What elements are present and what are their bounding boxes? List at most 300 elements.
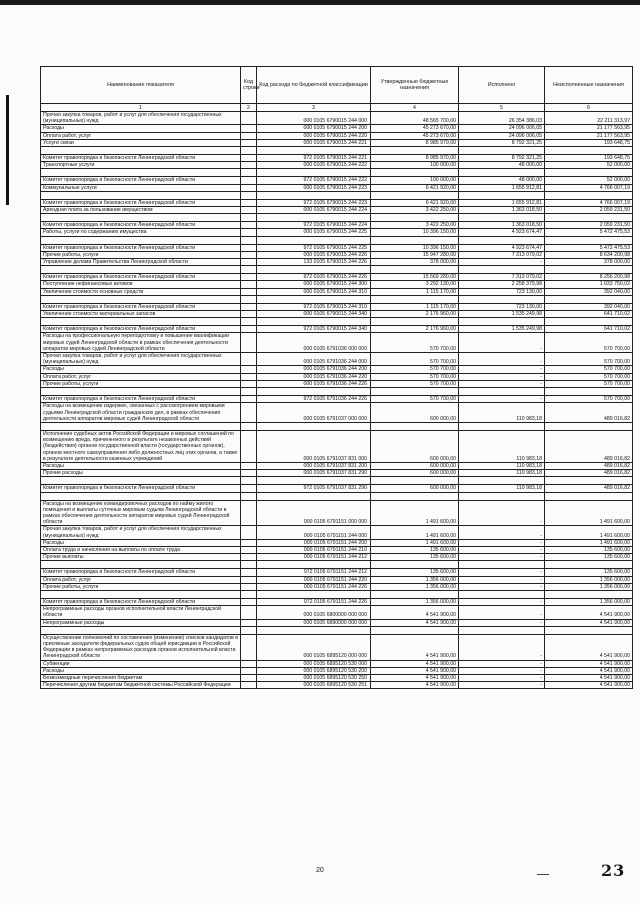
row-budget-code: 133 0105 6790015 244 226 (257, 259, 371, 266)
spacer-cell (371, 492, 459, 500)
spacer-cell (459, 388, 545, 396)
spacer-cell (545, 191, 633, 199)
row-approved: 600 000,00 (371, 462, 459, 469)
spacer-cell (459, 590, 545, 598)
row-executed: 1 363 018,50 (459, 207, 545, 214)
row-approved: 8 985 970,00 (371, 155, 459, 162)
row-unexecuted: 392 040,00 (545, 303, 633, 310)
row-budget-code: 000 0105 6790015 244 226 (257, 251, 371, 258)
row-approved: 8 985 970,00 (371, 139, 459, 146)
spacer-cell (257, 214, 371, 222)
row-name: Безвозмездные перечисления бюджетам (41, 675, 241, 682)
row-approved: 600 000,00 (371, 430, 459, 462)
row-unexecuted: 570 700,00 (545, 380, 633, 387)
row-executed: 110 983,18 (459, 430, 545, 462)
row-unexecuted: 4 766 007,19 (545, 199, 633, 206)
row-budget-code: 972 0105 6791036 244 226 (257, 396, 371, 403)
row-name: Прочая закупка товаров, работ и услуг для обеспечения государственных (муниципальных) нужд (41, 353, 241, 366)
row-executed: 1 655 912,81 (459, 184, 545, 191)
row-approved: 1 491 600,00 (371, 526, 459, 539)
row-approved: 4 541 900,00 (371, 682, 459, 689)
spacer-cell (257, 590, 371, 598)
row-approved: 15 947 280,00 (371, 251, 459, 258)
row-approved: 570 700,00 (371, 333, 459, 353)
row-unexecuted: 4 541 900,00 (545, 634, 633, 660)
spacer-cell (459, 169, 545, 177)
table-row (41, 132, 633, 139)
column-index: 2 (241, 104, 257, 112)
row-unexecuted: 378 000,00 (545, 259, 633, 266)
spacer-cell (241, 626, 257, 634)
row-line-code (241, 366, 257, 373)
spacer-cell (41, 169, 241, 177)
spacer-cell (241, 295, 257, 303)
spacer-cell (545, 169, 633, 177)
margin-mark (6, 95, 9, 205)
row-unexecuted: 2 059 231,50 (545, 207, 633, 214)
row-unexecuted: 21 177 563,95 (545, 125, 633, 132)
row-budget-code: 000 0105 6790015 244 310 (257, 288, 371, 295)
row-budget-code: 000 0105 6791151 244 200 (257, 539, 371, 546)
row-approved: 135 600,00 (371, 554, 459, 561)
header-executed: Исполнено (459, 67, 545, 104)
table-row (41, 177, 633, 184)
table-row (41, 281, 633, 288)
row-budget-code: 972 0105 6790015 244 224 (257, 222, 371, 229)
row-approved: 1 356 000,00 (371, 583, 459, 590)
table-row (41, 546, 633, 553)
spacer-cell (41, 236, 241, 244)
row-name: Прочая закупка товаров, работ и услуг для обеспечения государственных (муниципальных) нужд (41, 112, 241, 125)
spacer-cell (459, 214, 545, 222)
row-executed: - (459, 675, 545, 682)
table-row (41, 303, 633, 310)
row-executed: - (459, 667, 545, 674)
row-name: Комитет правопорядка и безопасности Ленинградской области (41, 274, 241, 281)
row-approved: 135 600,00 (371, 546, 459, 553)
spacer-cell (257, 266, 371, 274)
row-name: Комитет правопорядка и безопасности Ленинградской области (41, 244, 241, 251)
spacer-cell (41, 214, 241, 222)
row-name: Расходы (41, 539, 241, 546)
spacer-cell (41, 422, 241, 430)
header-unexecuted: Неисполненные назначения (545, 67, 633, 104)
row-name: Работы, услуги по содержанию имущества (41, 229, 241, 236)
row-executed: 7 313 079,02 (459, 251, 545, 258)
row-budget-code: 000 0105 6895120 530 250 (257, 675, 371, 682)
table-row (41, 207, 633, 214)
table-row (41, 470, 633, 477)
row-line-code (241, 526, 257, 539)
spacer-cell (545, 295, 633, 303)
row-approved: 1 356 000,00 (371, 576, 459, 583)
row-unexecuted: 22 211 313,97 (545, 112, 633, 125)
table-row (41, 539, 633, 546)
row-name: Расходы (41, 667, 241, 674)
row-executed: - (459, 373, 545, 380)
row-line-code (241, 569, 257, 576)
table-row (41, 554, 633, 561)
column-index: 6 (545, 104, 633, 112)
row-unexecuted: 52 000,00 (545, 162, 633, 169)
spacer-cell (257, 318, 371, 326)
row-approved: 1 491 600,00 (371, 500, 459, 526)
spacer-cell (545, 236, 633, 244)
row-line-code (241, 333, 257, 353)
row-line-code (241, 546, 257, 553)
row-approved: 2 176 960,00 (371, 326, 459, 333)
spacer-cell (41, 388, 241, 396)
row-unexecuted: 641 710,02 (545, 326, 633, 333)
row-name: Непрограммные расходы (41, 619, 241, 626)
table-header-row (41, 67, 633, 104)
row-name: Расходы на профессиональную переподготовку и повышение квалификации мировых судей Ленинградской области в рамках обеспечения деятельности аппаратов мировых судей Ленинградской области (41, 333, 241, 353)
table-row (41, 326, 633, 333)
row-approved: 600 000,00 (371, 403, 459, 423)
row-approved: 4 541 900,00 (371, 660, 459, 667)
row-line-code (241, 380, 257, 387)
row-name: Управление делами Правительства Ленинградской области (41, 259, 241, 266)
spacer-row (41, 318, 633, 326)
row-executed: - (459, 606, 545, 619)
spacer-cell (545, 147, 633, 155)
table-row (41, 485, 633, 492)
table-row (41, 569, 633, 576)
row-line-code (241, 125, 257, 132)
row-line-code (241, 660, 257, 667)
row-approved: 4 541 900,00 (371, 634, 459, 660)
table-row (41, 229, 633, 236)
spacer-row (41, 388, 633, 396)
row-line-code (241, 353, 257, 366)
table-row (41, 366, 633, 373)
table-row (41, 576, 633, 583)
spacer-cell (545, 318, 633, 326)
row-line-code (241, 155, 257, 162)
row-line-code (241, 675, 257, 682)
spacer-cell (371, 318, 459, 326)
row-line-code (241, 462, 257, 469)
spacer-cell (241, 169, 257, 177)
row-budget-code: 972 0105 6791037 831 290 (257, 485, 371, 492)
row-approved: 570 700,00 (371, 373, 459, 380)
row-executed: 1 363 018,50 (459, 222, 545, 229)
spacer-cell (371, 422, 459, 430)
row-line-code (241, 251, 257, 258)
spacer-cell (371, 561, 459, 569)
table-row (41, 274, 633, 281)
spacer-cell (545, 590, 633, 598)
row-executed: 110 983,18 (459, 470, 545, 477)
table-row (41, 667, 633, 674)
table-row (41, 162, 633, 169)
row-line-code (241, 177, 257, 184)
spacer-cell (459, 236, 545, 244)
header-approved: Утвержденные бюджетные назначения (371, 67, 459, 104)
row-executed: - (459, 526, 545, 539)
row-unexecuted: 489 016,82 (545, 430, 633, 462)
spacer-row (41, 477, 633, 485)
row-approved: 4 541 900,00 (371, 675, 459, 682)
spacer-cell (459, 266, 545, 274)
row-unexecuted: 489 016,82 (545, 485, 633, 492)
row-executed: 8 792 321,25 (459, 139, 545, 146)
row-executed: - (459, 682, 545, 689)
row-executed: 110 983,18 (459, 403, 545, 423)
spacer-row (41, 590, 633, 598)
spacer-cell (257, 191, 371, 199)
spacer-cell (545, 266, 633, 274)
row-executed: - (459, 500, 545, 526)
row-approved: 1 356 000,00 (371, 598, 459, 605)
row-line-code (241, 288, 257, 295)
spacer-cell (241, 422, 257, 430)
row-name: Непрограммные расходы органов исполнительной власти Ленинградской области (41, 606, 241, 619)
row-unexecuted: 4 541 900,00 (545, 619, 633, 626)
table-row (41, 619, 633, 626)
row-budget-code: 972 0105 6790015 244 223 (257, 199, 371, 206)
spacer-cell (41, 318, 241, 326)
row-name: Перечисления другим бюджетам бюджетной системы Российской Федерации (41, 682, 241, 689)
row-line-code (241, 274, 257, 281)
row-approved: 600 000,00 (371, 470, 459, 477)
row-executed: 1 535 249,98 (459, 326, 545, 333)
spacer-cell (459, 561, 545, 569)
table-row (41, 634, 633, 660)
spacer-row (41, 422, 633, 430)
row-executed: - (459, 333, 545, 353)
row-unexecuted: 8 256 200,98 (545, 274, 633, 281)
spacer-cell (257, 561, 371, 569)
spacer-cell (241, 236, 257, 244)
row-unexecuted: 4 541 900,00 (545, 667, 633, 674)
row-line-code (241, 132, 257, 139)
row-executed: 26 354 386,03 (459, 112, 545, 125)
row-line-code (241, 667, 257, 674)
row-unexecuted: 135 600,00 (545, 546, 633, 553)
row-unexecuted: 570 700,00 (545, 333, 633, 353)
spacer-cell (545, 422, 633, 430)
row-name: Оплата труда и начисления на выплаты по оплате труда (41, 546, 241, 553)
row-unexecuted: 4 766 007,19 (545, 184, 633, 191)
row-unexecuted: 1 356 000,00 (545, 576, 633, 583)
row-unexecuted: 2 059 231,50 (545, 222, 633, 229)
row-line-code (241, 576, 257, 583)
row-unexecuted: 5 472 475,53 (545, 244, 633, 251)
row-unexecuted: 4 541 900,00 (545, 675, 633, 682)
row-budget-code: 000 0105 6791036 000 000 (257, 333, 371, 353)
row-budget-code: 000 0105 6790015 244 340 (257, 311, 371, 318)
spacer-cell (371, 236, 459, 244)
row-budget-code: 972 0105 6790015 244 310 (257, 303, 371, 310)
row-executed: 48 000,00 (459, 177, 545, 184)
row-executed: 8 792 321,25 (459, 155, 545, 162)
table-row (41, 184, 633, 191)
row-budget-code: 000 0105 6790015 244 300 (257, 281, 371, 288)
row-line-code (241, 583, 257, 590)
spacer-cell (241, 477, 257, 485)
row-executed: - (459, 576, 545, 583)
header-line-code: Код строки (241, 67, 257, 104)
row-approved: 570 700,00 (371, 353, 459, 366)
row-unexecuted: 1 491 600,00 (545, 500, 633, 526)
budget-execution-table (40, 66, 633, 689)
row-budget-code: 000 0105 6895120 530 251 (257, 682, 371, 689)
spacer-cell (241, 266, 257, 274)
spacer-cell (545, 626, 633, 634)
row-unexecuted: 1 491 600,00 (545, 539, 633, 546)
row-name: Прочая закупка товаров, работ и услуг для обеспечения государственных (муниципальных) нужд (41, 526, 241, 539)
spacer-cell (371, 214, 459, 222)
row-line-code (241, 311, 257, 318)
table-row (41, 373, 633, 380)
row-name: Комитет правопорядка и безопасности Ленинградской области (41, 326, 241, 333)
row-name: Оплата работ, услуг (41, 132, 241, 139)
row-line-code (241, 554, 257, 561)
row-approved: 45 273 670,00 (371, 132, 459, 139)
column-index: 4 (371, 104, 459, 112)
row-line-code (241, 539, 257, 546)
spacer-row (41, 266, 633, 274)
row-budget-code: 000 0105 6791151 244 220 (257, 576, 371, 583)
spacer-cell (241, 191, 257, 199)
row-line-code (241, 403, 257, 423)
row-line-code (241, 162, 257, 169)
row-executed: 48 000,00 (459, 162, 545, 169)
table-row (41, 403, 633, 423)
table-row (41, 333, 633, 353)
row-line-code (241, 112, 257, 125)
row-name: Оплата работ, услуг (41, 373, 241, 380)
spacer-cell (41, 492, 241, 500)
row-name: Увеличение стоимости материальных запасов (41, 311, 241, 318)
row-executed: - (459, 660, 545, 667)
row-line-code (241, 326, 257, 333)
row-unexecuted: 52 000,00 (545, 177, 633, 184)
spacer-cell (371, 388, 459, 396)
footer-dash (537, 874, 549, 875)
row-executed: 7 313 079,02 (459, 274, 545, 281)
row-budget-code: 972 0105 6790015 244 340 (257, 326, 371, 333)
column-index: 3 (257, 104, 371, 112)
row-budget-code: 000 0105 6790015 244 225 (257, 229, 371, 236)
row-name: Расходы (41, 462, 241, 469)
table-row (41, 660, 633, 667)
row-unexecuted: 21 177 563,95 (545, 132, 633, 139)
spacer-cell (545, 561, 633, 569)
spacer-cell (41, 561, 241, 569)
table-row (41, 380, 633, 387)
row-name: Субвенции (41, 660, 241, 667)
spacer-cell (459, 295, 545, 303)
row-unexecuted: 135 600,00 (545, 554, 633, 561)
spacer-cell (459, 147, 545, 155)
row-unexecuted: 135 600,00 (545, 569, 633, 576)
row-approved: 6 421 920,00 (371, 184, 459, 191)
row-name: Поступление нефинансовых активов (41, 281, 241, 288)
row-unexecuted: 570 700,00 (545, 353, 633, 366)
header-name: Наименование показателя (41, 67, 241, 104)
row-budget-code: 972 0105 6791151 244 226 (257, 598, 371, 605)
table-row (41, 311, 633, 318)
table-row (41, 526, 633, 539)
row-approved: 600 000,00 (371, 485, 459, 492)
row-executed: - (459, 619, 545, 626)
row-line-code (241, 396, 257, 403)
row-line-code (241, 606, 257, 619)
spacer-cell (257, 422, 371, 430)
row-budget-code: 000 0105 6791151 244 000 (257, 526, 371, 539)
row-budget-code: 972 0105 6790015 244 226 (257, 274, 371, 281)
row-budget-code: 000 0105 6895120 530 000 (257, 660, 371, 667)
row-unexecuted: 5 472 475,53 (545, 229, 633, 236)
table-row (41, 125, 633, 132)
page-number: 20 (316, 867, 324, 874)
row-executed: - (459, 598, 545, 605)
row-executed: 24 096 006,05 (459, 132, 545, 139)
spacer-cell (257, 626, 371, 634)
table-row (41, 682, 633, 689)
spacer-row (41, 492, 633, 500)
row-executed: - (459, 539, 545, 546)
row-line-code (241, 281, 257, 288)
spacer-cell (371, 147, 459, 155)
table-row (41, 583, 633, 590)
table-row (41, 222, 633, 229)
row-name: Оплата работ, услуг (41, 576, 241, 583)
row-unexecuted: 489 016,82 (545, 470, 633, 477)
row-name: Прочие работы, услуги (41, 583, 241, 590)
row-budget-code: 000 0105 6890000 000 000 (257, 619, 371, 626)
row-budget-code: 000 0105 6790015 244 220 (257, 132, 371, 139)
spacer-cell (41, 266, 241, 274)
row-name: Комитет правопорядка и безопасности Ленинградской области (41, 303, 241, 310)
row-executed: 110 983,18 (459, 462, 545, 469)
row-executed: 110 983,18 (459, 485, 545, 492)
row-executed: 2 258 379,98 (459, 281, 545, 288)
table-row (41, 598, 633, 605)
row-approved: 2 176 960,00 (371, 311, 459, 318)
row-line-code (241, 199, 257, 206)
row-unexecuted: 193 648,75 (545, 139, 633, 146)
row-name: Прочие расходы (41, 470, 241, 477)
spacer-cell (257, 169, 371, 177)
row-budget-code: 000 0105 6790015 244 000 (257, 112, 371, 125)
row-approved: 1 115 170,00 (371, 303, 459, 310)
row-approved: 10 396 150,00 (371, 229, 459, 236)
spacer-cell (41, 295, 241, 303)
row-executed: 1 655 912,81 (459, 199, 545, 206)
row-budget-code: 000 0105 6791037 831 200 (257, 462, 371, 469)
row-name: Комитет правопорядка и безопасности Ленинградской области (41, 155, 241, 162)
row-line-code (241, 139, 257, 146)
row-budget-code: 000 0105 6791037 831 290 (257, 470, 371, 477)
row-budget-code: 000 0105 6791151 244 212 (257, 554, 371, 561)
row-unexecuted: 570 700,00 (545, 396, 633, 403)
row-executed: - (459, 259, 545, 266)
row-executed: - (459, 569, 545, 576)
row-unexecuted: 1 356 000,00 (545, 598, 633, 605)
row-budget-code: 000 0105 6791037 000 000 (257, 403, 371, 423)
row-name: Расходы на возмещение командировочных расходов по найму жилого помещения и выплаты суточных мировым судьям Ленинградской области в рамках обеспечения деятельности аппаратов мировых судей Ленинградской области (41, 500, 241, 526)
table-row (41, 500, 633, 526)
row-line-code (241, 430, 257, 462)
row-approved: 10 396 150,00 (371, 244, 459, 251)
row-name: Комитет правопорядка и безопасности Ленинградской области (41, 598, 241, 605)
spacer-cell (459, 191, 545, 199)
row-budget-code: 000 0105 6790015 244 200 (257, 125, 371, 132)
row-budget-code: 972 0105 6790015 244 225 (257, 244, 371, 251)
